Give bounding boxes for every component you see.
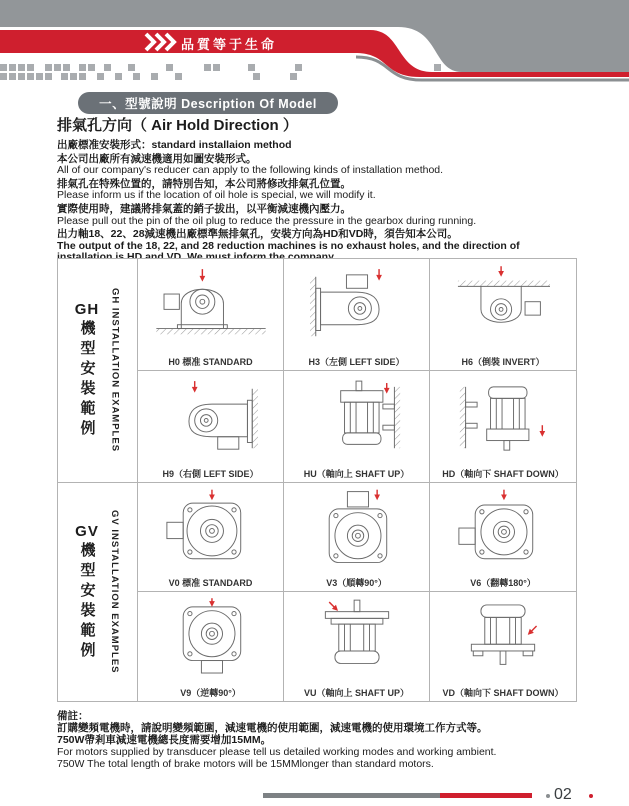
install-cell-label: HD（軸向下 SHAFT DOWN） xyxy=(442,468,564,479)
pixel-mosaic-decoration xyxy=(0,64,441,80)
diagram-H0-standard xyxy=(141,261,281,352)
intro-line: 排氣孔在特殊位置的，請特別告知，本公司將修改排氣孔位置。 xyxy=(57,177,351,190)
installation-examples-table xyxy=(57,258,577,702)
diagram-H9-right-side xyxy=(141,373,281,464)
gh-cn-vertical: 機型安裝範例 xyxy=(78,320,96,440)
remarks-block xyxy=(57,710,569,770)
install-cell-V3 xyxy=(284,483,430,592)
intro-line: 出力軸18、22、28減速機出廠標準無排氣孔，安裝方向為HD和VD時，須告知本公司。 xyxy=(57,228,458,241)
gv-label-english: GV INSTALLATION EXAMPLES xyxy=(108,510,120,674)
gh-label-english: GH INSTALLATION EXAMPLES xyxy=(109,288,121,453)
install-cell-V0 xyxy=(138,483,284,592)
install-cell-label: VU（軸向上 SHAFT UP） xyxy=(303,687,409,698)
intro-line: 本公司出廠所有減速機適用如圖安裝形式。 xyxy=(57,152,257,165)
install-cell-H9 xyxy=(138,371,284,483)
install-cell-label: H0 標准 STANDARD xyxy=(168,356,253,367)
install-cell-label: HU（軸向上 SHAFT UP） xyxy=(303,468,410,479)
gv-code: GV xyxy=(75,522,99,540)
install-cell-H3 xyxy=(284,259,430,371)
intro-text-block xyxy=(57,114,569,264)
diagram-VU-shaft-up xyxy=(287,594,427,683)
intro-line: All of our company's reducer can apply to the following kinds of installation method. xyxy=(57,164,444,177)
intro-line: 出廠標准安裝形式：standard installaion method xyxy=(57,139,292,151)
gh-code: GH xyxy=(74,301,100,318)
gh-section-label xyxy=(58,259,138,483)
install-cell-label: H6（倒裝 INVERT） xyxy=(461,356,545,367)
remark-line: For motors supplied by transducer please tell us detailed working modes and working ambient. xyxy=(57,746,497,758)
footer-bar-gray xyxy=(263,793,440,798)
diagram-V0-standard xyxy=(141,485,281,573)
install-cell-label: VD（軸向下 SHAFT DOWN） xyxy=(442,687,564,698)
install-cell-H6 xyxy=(430,259,576,371)
intro-line: 實際使用時，建議將排氣蓋的銷子拔出，以平衡減速機內壓力。 xyxy=(57,202,351,215)
install-cell-VU xyxy=(284,592,430,701)
gv-cn-vertical: 機型安裝範例 xyxy=(78,541,96,662)
page-number: 02 xyxy=(554,786,572,803)
diagram-V6-rotated-180 xyxy=(433,485,573,573)
diagram-H6-invert xyxy=(433,261,573,352)
diagram-V9-rotated-minus-90 xyxy=(141,594,281,683)
install-cell-V9 xyxy=(138,592,284,701)
footer-dot-right xyxy=(589,794,593,798)
install-cell-label: H3（左側 LEFT SIDE） xyxy=(308,356,405,367)
footer-dot-left xyxy=(546,794,550,798)
air-hold-direction-title: 排氣孔方向（ Air Hold Direction ） xyxy=(57,117,298,134)
gh-label-chinese xyxy=(75,301,100,440)
gv-label-chinese xyxy=(75,523,99,662)
install-cell-H0 xyxy=(138,259,284,371)
install-cell-VD xyxy=(430,592,576,701)
remark-line: 750W The total length of brake motors will be 15MMlonger than standard motors. xyxy=(57,758,434,770)
diagram-HU-shaft-up xyxy=(287,373,427,464)
install-cell-HD xyxy=(430,371,576,483)
install-cell-HU xyxy=(284,371,430,483)
footer-bar-red xyxy=(440,793,532,798)
install-cell-label: V6（翻轉180°） xyxy=(470,577,536,588)
install-cell-label: V3（順轉90°） xyxy=(326,577,387,588)
remarks-label: 備註： xyxy=(57,710,89,722)
banner-slogan: 品質等于生命 xyxy=(181,37,278,52)
install-cell-label: V0 標准 STANDARD xyxy=(168,577,253,588)
gv-section-label xyxy=(58,483,138,701)
intro-line: Please pull out the pin of the oil plug to reduce the pressure in the gearbox during running. xyxy=(57,214,477,227)
install-cell-label: H9（右側 LEFT SIDE） xyxy=(162,468,259,479)
diagram-V3-rotated-90 xyxy=(287,485,427,573)
remark-line: 750W帶剎車減速電機總長度需要增加15MM。 xyxy=(57,734,272,746)
diagram-H3-left-side xyxy=(287,261,427,352)
remark-line: 訂購變頻電機時，請說明變頻範圍，減速電機的使用範圍，減速電機的使用環境工作方式等。 xyxy=(57,722,488,734)
intro-line: The output of the 18, 22, and 28 reduction machines is no exhaust holes, and the direction of xyxy=(57,239,520,252)
section-title-badge: 一、型號說明 Description Of Model xyxy=(78,92,338,114)
diagram-HD-shaft-down xyxy=(433,373,573,464)
intro-line: Please inform us if the location of oil hole is special, we will modify it. xyxy=(57,189,376,202)
install-cell-label: V9（逆轉90°） xyxy=(180,687,241,698)
diagram-VD-shaft-down xyxy=(433,594,573,683)
install-cell-V6 xyxy=(430,483,576,592)
